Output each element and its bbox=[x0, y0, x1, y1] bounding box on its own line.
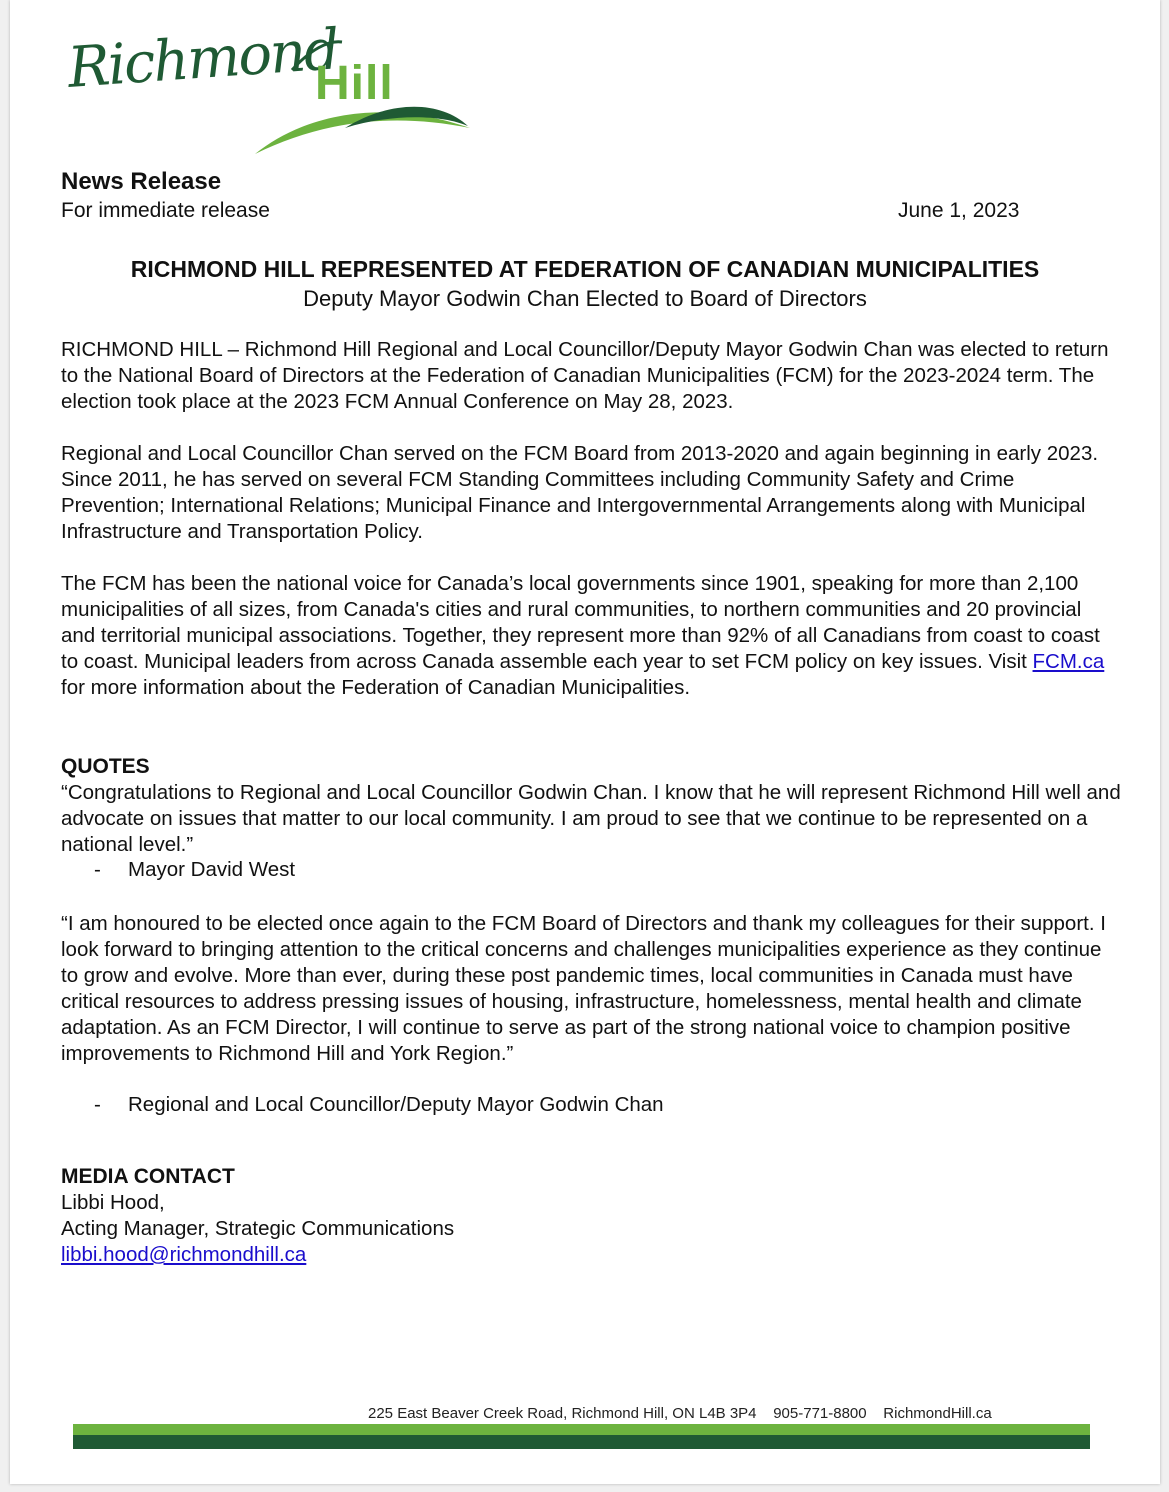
quote-deputy-mayor: “I am honoured to be elected once again to the FCM Board of Directors and thank my colleagues for their support. I look forward to bringing attention to the critical concerns and challenges municipalities experience as they continue to grow and evolve. More than ever, during these post pandemic times, local communities in Canada must have critical resources to address pressing issues of housing, infrastructure, homelessness, mental health and climate adaptation. As an FCM Director, I will continue to serve as part of the strong national voice to champion positive improvements to Richmond Hill and York Region.” bbox=[61, 912, 1106, 1065]
footer-bar-dark bbox=[73, 1435, 1090, 1449]
document-page bbox=[10, 0, 1160, 1484]
footer-bar-light bbox=[73, 1424, 1090, 1435]
paragraph-3 bbox=[61, 571, 1121, 701]
paragraph-3-text-before: The FCM has been the national voice for Canada’s local governments since 1901, speaking for more than 2,100 municipalities of all sizes, from Canada's cities and rural communities, to northern communities and 20 provincial and territorial municipal associations. Together, they represent more than 92% of all Canadians from coast to coast to coast. Municipal leaders from across Canada assemble each year to set FCM policy on key issues. Visit bbox=[61, 572, 1100, 673]
attribution-name: Regional and Local Councillor/Deputy Mayor Godwin Chan bbox=[128, 1093, 664, 1116]
quote-mayor-attribution bbox=[94, 858, 295, 882]
quote-mayor: “Congratulations to Regional and Local Councillor Godwin Chan. I know that he will represent Richmond Hill well and advocate on issues that matter to our local community. I am proud to see that we continue to be represented on a national level.” bbox=[61, 781, 1121, 856]
immediate-release-label: For immediate release bbox=[61, 199, 270, 222]
media-contact-block bbox=[61, 1190, 454, 1268]
contact-email-link[interactable]: libbi.hood@richmondhill.ca bbox=[61, 1243, 307, 1266]
footer-address: 225 East Beaver Creek Road, Richmond Hill, ON L4B 3P4 bbox=[368, 1405, 757, 1422]
subheadline: Deputy Mayor Godwin Chan Elected to Board of Directors bbox=[303, 286, 867, 311]
contact-name: Libbi Hood, bbox=[61, 1191, 165, 1214]
paragraph-3-text-after: for more information about the Federation of Canadian Municipalities. bbox=[61, 676, 691, 699]
quote-deputy-mayor-attribution bbox=[94, 1093, 664, 1117]
footer-contact-line bbox=[368, 1405, 992, 1422]
richmond-hill-logo bbox=[60, 17, 480, 160]
logo-hill-text: Hill bbox=[315, 57, 394, 110]
footer-website: RichmondHill.ca bbox=[883, 1405, 992, 1422]
contact-title: Acting Manager, Strategic Communications bbox=[61, 1217, 455, 1240]
headline: RICHMOND HILL REPRESENTED AT FEDERATION OF CANADIAN MUNICIPALITIES bbox=[130, 256, 1040, 282]
release-date: June 1, 2023 bbox=[898, 199, 1020, 222]
footer-phone: 905-771-8800 bbox=[773, 1405, 867, 1422]
attribution-name: Mayor David West bbox=[128, 858, 296, 881]
fcm-link[interactable]: FCM.ca bbox=[1032, 650, 1105, 673]
news-release-label: News Release bbox=[61, 168, 222, 195]
attribution-dash: - bbox=[94, 1093, 101, 1116]
logo-script-text: Richmond bbox=[65, 17, 340, 101]
attribution-dash: - bbox=[94, 858, 101, 881]
paragraph-2: Regional and Local Councillor Chan served on the FCM Board from 2013-2020 and again beginning in early 2023. Since 2011, he has served on several FCM Standing Committees including Community Safety and Crime Prevention; International Relations; Municipal Finance and Intergovernmental Arrangements along with Municipal Infrastructure and Transportation Policy. bbox=[61, 442, 1099, 543]
paragraph-1: RICHMOND HILL – Richmond Hill Regional and Local Councillor/Deputy Mayor Godwin Chan was elected to return to the National Board of Directors at the Federation of Canadian Municipalities (FCM) for the 2023-2024 term. The election took place at the 2023 FCM Annual Conference on May 28, 2023. bbox=[61, 338, 1109, 413]
media-contact-heading: MEDIA CONTACT bbox=[61, 1165, 235, 1188]
quotes-heading: QUOTES bbox=[61, 755, 150, 778]
